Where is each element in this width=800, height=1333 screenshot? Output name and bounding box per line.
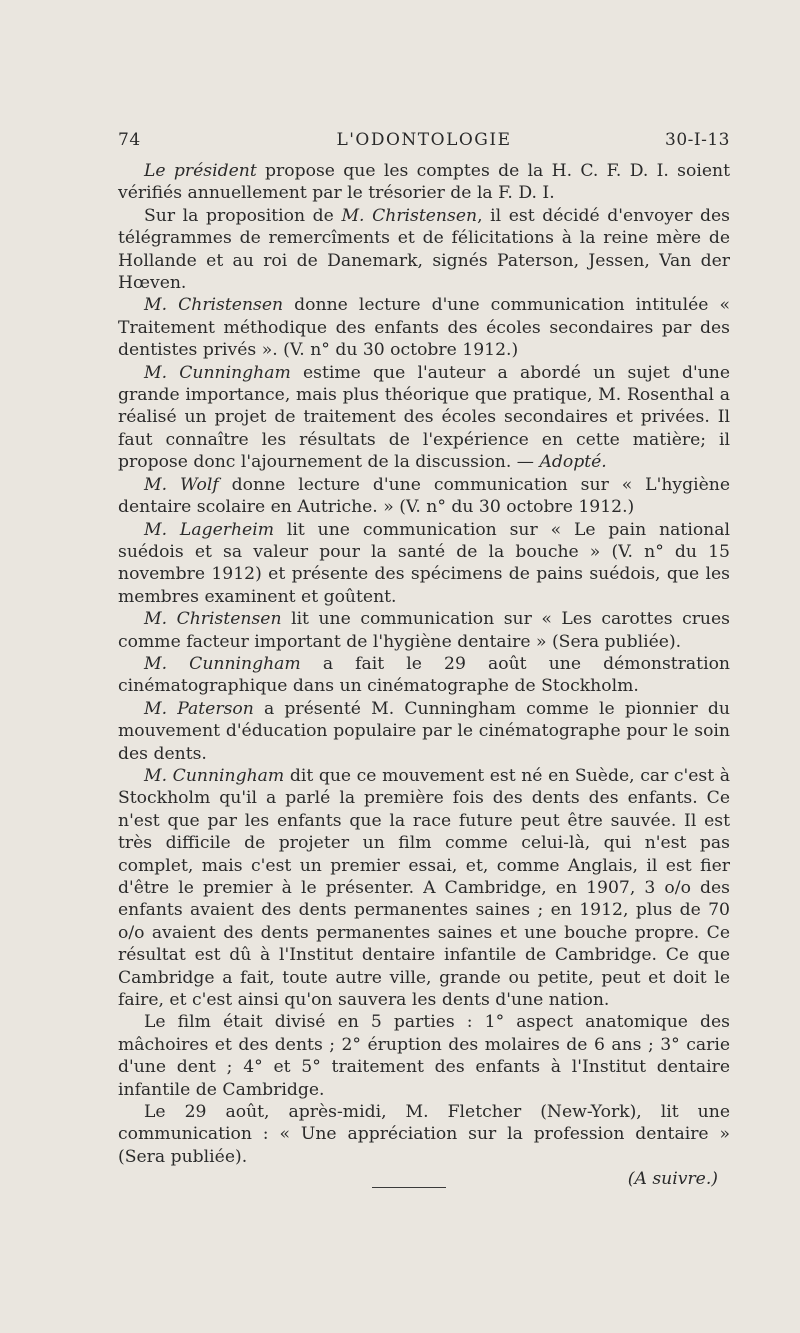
paragraph-text: estime que l'auteur a abordé un sujet d'une grande importance, mais plus théorique que pratique, M. Rosenthal a réalisé un projet de traitement des écoles secondaires et privées. Il faut connaître les résultats de l'expérience en cette matière; il propose donc l'ajournement de la discussion. — — [118, 362, 730, 473]
paragraph-text: dit que ce mouvement est né en Suède, car c'est à Stockholm qu'il a parlé la première fois des dents des enfants. Ce n'est que par les enfants que la race future peut être sauvée. Il est très difficile de projeter un film comme celui-là, qui n'est pas complet, mais c'est un premier essai, et, comme Anglais, il est fier d'être le premier à le présenter. A Cambridge, en 1907, 3 o/o des enfants avaient des dents permanentes saines ; en 1912, plus de 70 o/o avaient des dents permanentes saines et une bouche propre. Ce résultat est dû à l'Institut dentaire infantile de Cambridge. Ce que Cambridge a fait, toute autre ville, grande ou petite, peut et doit le faire, et c'est ainsi qu'on sauvera les dents d'une nation. — [118, 765, 730, 1011]
paragraph — [118, 698, 730, 765]
speaker-name: M. Cunningham — [144, 653, 301, 674]
paragraph — [118, 160, 730, 205]
speaker-name: M. Christensen — [144, 295, 284, 316]
journal-title: L'ODONTOLOGIE — [336, 130, 512, 150]
speaker-name: Le président — [144, 161, 257, 181]
paragraph-text: a présenté M. Cunningham comme le pionnier du mouvement d'éducation populaire par le cinématographe pour le soin des dents. — [118, 698, 730, 764]
running-header — [118, 130, 730, 156]
paragraph — [118, 474, 730, 519]
article-body — [118, 160, 730, 1191]
end-rule — [372, 1187, 446, 1188]
paragraph-text: lit une communication sur « Les carottes crues comme facteur important de l'hygiène dentaire » (Sera publiée). — [118, 609, 730, 652]
paragraph — [118, 653, 730, 698]
paragraph — [118, 205, 730, 295]
paragraph-text: Le film était divisé en 5 parties : 1° aspect anatomique des mâchoires et des dents ; 2° éruption des molaires de 6 ans ; 3° carie d'une dent ; 4° et 5° traitement des enfants à l'Institut dentaire infantile de Cambridge. — [118, 1012, 730, 1100]
paragraph-text: donne lecture d'une communication sur « L'hygiène dentaire scolaire en Autriche. » (V. n° du 30 octobre 1912.) — [118, 474, 731, 518]
paragraph-text: lit une communication sur « Le pain national suédois et sa valeur pour la santé de la bouche » (V. n° du 15 novembre 1912) et présente des spécimens de pains suédois, que les membres examinent et goûtent. — [118, 519, 730, 607]
speaker-name: Adopté. — [539, 452, 607, 473]
speaker-name: M. Christensen — [144, 609, 282, 630]
paragraph — [118, 294, 730, 361]
speaker-name: M. Lagerheim — [144, 519, 275, 540]
to-be-continued-note: (A suivre.) — [627, 1169, 718, 1190]
speaker-name: M. Christensen — [341, 205, 478, 226]
issue-date: 30-I-13 — [665, 130, 730, 150]
paragraph — [118, 608, 730, 653]
paragraph — [118, 519, 730, 609]
paragraph-text: Le 29 août, après-midi, M. Fletcher (New-York), lit une communication : « Une appréciation sur la profession dentaire » (Sera publiée). — [118, 1102, 730, 1167]
speaker-name: M. Cunningham — [144, 362, 291, 383]
paragraph-text: a fait le 29 août une démonstration cinématographique dans un cinématographe de Stockholm. — [118, 653, 731, 697]
paragraph — [118, 1011, 730, 1101]
paragraph — [118, 362, 730, 474]
speaker-name: M. Wolf — [144, 474, 219, 495]
page-number: 74 — [118, 130, 141, 150]
paragraph-text: Sur la proposition de — [144, 205, 342, 226]
paragraph-text: donne lecture d'une communication intitulée « Traitement méthodique des enfants des écoles secondaires par des dentistes privés ». (V. n° du 30 octobre 1912.) — [118, 295, 730, 361]
paragraph — [118, 1101, 730, 1168]
paragraph-text: , il est décidé d'envoyer des télégrammes de remercîments et de félicitations à la reine mère de Hollande et au roi de Danemark, signés Paterson, Jessen, Van der Hœven. — [118, 205, 730, 294]
paragraph-text: propose que les comptes de la H. C. F. D. I. soient vérifiés annuellement par le trésorier de la F. D. I. — [118, 161, 730, 204]
speaker-name: M. Paterson — [144, 698, 254, 719]
paragraph — [118, 765, 730, 1011]
speaker-name: M. Cunningham — [144, 765, 285, 786]
